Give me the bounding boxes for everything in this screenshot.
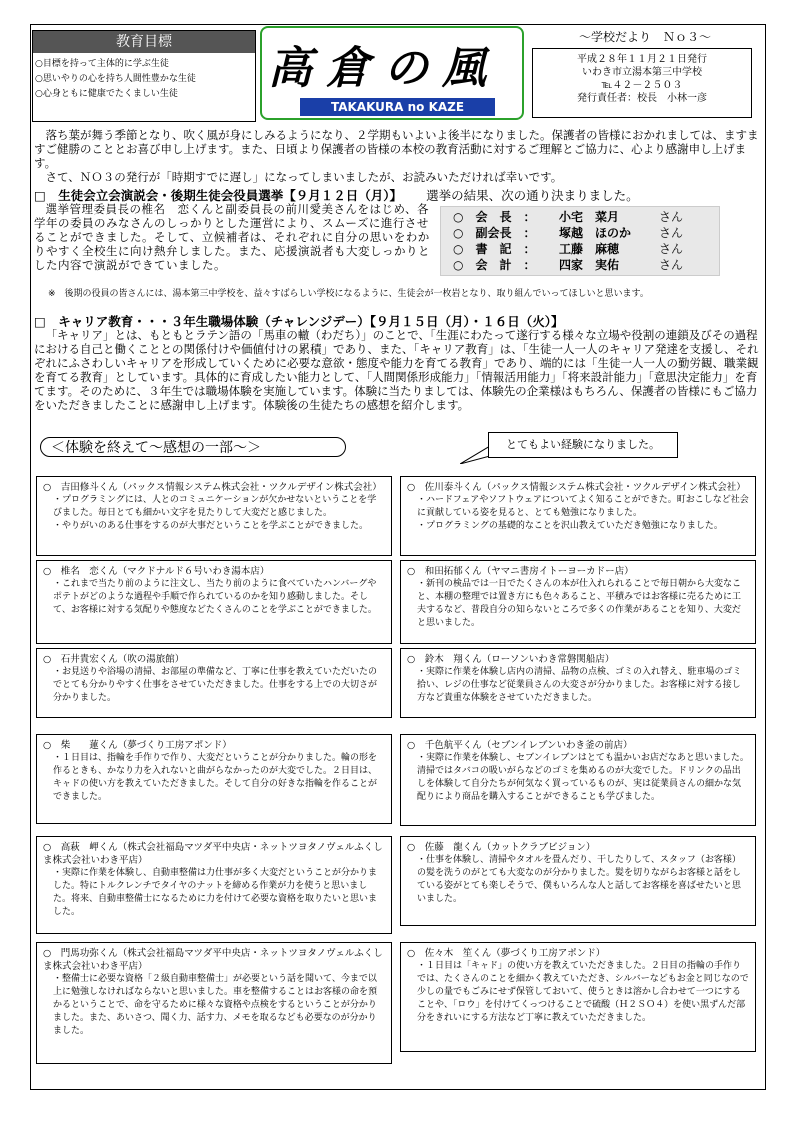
impression-card bbox=[36, 648, 392, 718]
impression-card bbox=[36, 836, 392, 934]
impression-card-title: ○ 和田拓郁くん（ヤマニ書房イトーヨーカドー店） bbox=[407, 566, 634, 577]
impression-card-line: ・新刊の検品では一日でたくさんの本が仕入れられることで毎日朝から大変なこと、本棚の整理では置き方にも色々あること、平積みではお客様に売るために工夫するなど、普段自分の知らないところで多くの作業があることを知り、大変だと思いました。 bbox=[417, 579, 742, 628]
impression-card bbox=[400, 942, 756, 1052]
impression-card-title: ○ 柴 蓮くん（夢づくり工房アポンド） bbox=[43, 740, 232, 751]
publisher: 発行責任者：校長 小林一彦 bbox=[577, 93, 707, 104]
education-goal-item: ○目標を持って主体的に学ぶ生徒 bbox=[35, 59, 169, 69]
impression-card-title: ○ 佐川泰斗くん（パックス情報システム株式会社・ツクルデザイン株式会社） bbox=[407, 482, 746, 493]
publish-date: 平成２８年１１月２１日発行 bbox=[577, 54, 707, 65]
impression-card bbox=[400, 734, 756, 826]
officer-row bbox=[441, 257, 719, 273]
section-heading-note: 選挙の結果、次の通り決まりました。 bbox=[426, 188, 639, 203]
officer-name: 四家 実佑 bbox=[559, 258, 620, 272]
impression-card-title: ○ 千色航平くん（セブンイレブンいわき釜の前店） bbox=[407, 740, 633, 751]
impression-card-title: ○ 鈴木 翔くん（ローソンいわき常磐関船店） bbox=[407, 654, 615, 665]
impression-card-line: ・プログラミングの基礎的なことを沢山教えていただき勉強になりました。 bbox=[417, 521, 723, 531]
impression-card-line: ・整備士に必要な資格「２級自動車整備士」が必要という話を聞いて、今まで以上に勉強しなければならないと思いました。車を整備することはお客様の命を預かるということで、命を守るために様々な資格や点検をするということが分かりました。また、あいさつ、聞く力、話す力、メモを取るなども必要なのが分かりました。 bbox=[53, 974, 378, 1036]
officer-name: 工藤 麻穂 bbox=[559, 242, 620, 256]
newsletter-title: 高倉の風 bbox=[268, 43, 500, 94]
officer-row bbox=[441, 241, 719, 257]
school-name: いわき市立湯本第三中学校 bbox=[582, 67, 702, 78]
impression-card bbox=[36, 734, 392, 824]
impression-card-line: ・実際に作業を体験し、自動車整備は力仕事が多く大変だということが分かりました。特にトルクレンチでタイヤのナットを締める作業が力を使うと思いました。将来、自動車整備士になるために力を付けて必要な資格を取りたいと思いました。 bbox=[53, 868, 378, 917]
officer-role: ○ 副会長 ： bbox=[453, 226, 536, 240]
officer-role: ○ 会 長 ： bbox=[453, 210, 536, 224]
speech-bubble: とてもよい経験になりました。 bbox=[488, 432, 678, 458]
newsletter-title-box bbox=[260, 26, 524, 120]
officer-row bbox=[441, 225, 719, 241]
masthead-box bbox=[532, 48, 752, 118]
impression-card bbox=[400, 476, 756, 556]
impression-card-line: ・１日目は「キャド」の使い方を教えていただきました。２日目の指輪の手作りでは、たくさんのことを細かく教えていただき、シルバーなどもお金と同じなので少しの量でもごみにせず保管しておいて、使うときは溶かし合わせて一つにすることや、「ロウ」を付けてくっつけることで硫酸（Ｈ２ＳＯ４）を使い黒ずんだ部分をきれいにする方法など丁寧に教えていただきました。 bbox=[417, 961, 749, 1023]
impression-card-line: ・実際に作業を体験し店内の清掃、品物の点検、ゴミの入れ替え、駐車場のゴミ拾い、レジの仕事など従業員さんの大変さが分かりました。お客様に対する接し方など貴重な体験をさせていただきました。 bbox=[417, 667, 742, 703]
impression-card-line: ・ハードフェアやソフトウェアについてよく知ることができた。町おこしなど社会に貢献している姿を見ると、とても勉強になりました。 bbox=[417, 495, 749, 518]
section-heading-career: □ キャリア教育・・・３年生職場体験（チャレンジデー）【９月１５日（月）・１６日（火）】 bbox=[34, 314, 564, 329]
impression-card-line: ・１日目は、指輪を手作りで作り、大変だということが分かりました。輪の形を作るときも、かなり力を入れないと曲がらなかったのが大変でした。２日目は、キャドの使い方を教えていただきました。そして自分の好きな指輪を作ることができました。 bbox=[53, 753, 378, 802]
officer-suffix: さん bbox=[659, 210, 684, 224]
issue-number: ～学校だより Ｎｏ３～ bbox=[578, 30, 711, 44]
impression-card-title: ○ 吉田修斗くん（パックス情報システム株式会社・ツクルデザイン株式会社） bbox=[43, 482, 382, 493]
impression-card-line: ・やりがいのある仕事をするのが大事だということを学ぶことができました。 bbox=[53, 521, 369, 531]
impression-card bbox=[36, 560, 392, 644]
officer-role: ○ 書 記 ： bbox=[453, 242, 536, 256]
impression-card-title: ○ 門馬功弥くん（株式会社福島マツダ平中央店・ネットツヨタノヴェルふくしま株式会社いわき平店） bbox=[43, 948, 383, 972]
officer-list bbox=[440, 206, 720, 276]
section-heading-text: □ 生徒会立会演説会・後期生徒会役員選挙【９月１２日（月）】 bbox=[34, 188, 403, 203]
officer-name: 小宅 菜月 bbox=[559, 210, 620, 224]
impressions-heading: ＜体験を終えて～感想の一部～＞ bbox=[40, 437, 346, 457]
education-goals-box bbox=[32, 30, 256, 122]
officer-role: ○ 会 計 ： bbox=[453, 258, 536, 272]
intro-paragraph-2: さて、ＮＯ３の発行が「時期すでに遅し」になってしまいましたが、お読みいただければ幸いです。 bbox=[45, 170, 563, 184]
election-paragraph: 選挙管理委員長の椎名 恋くんと副委員長の前川愛美さんをはじめ、各学年の委員のみなさんのしっかりとした運営により、スムーズに進行させることができました。そして、立候補者は、それぞれに自分の思いをわかりやすく全校生に向け熱弁しました。また、応援演説者も大変しっかりとした内容で演説ができていました。 bbox=[34, 202, 430, 272]
intro-paragraph: 落ち葉が舞う季節となり、吹く風が身にしみるようになり、２学期もいよいよ後半になりました。保護者の皆様におかれましては、ますますご健勝のこととお喜び申し上げます。また、日頃より保護者の皆様の本校の教育活動に対するご理解とご協力に、心より感謝申し上げます。 bbox=[34, 128, 759, 170]
education-goals-title: 教育目標 bbox=[33, 31, 255, 53]
officer-suffix: さん bbox=[659, 242, 684, 256]
officer-suffix: さん bbox=[659, 258, 684, 272]
impression-card-line: ・実際に作業を体験し、セブンイレブンはとても温かいお店だなあと思いました。清掃ではタバコの吸いがらなどのゴミを集めるのが大変でした。ドリンクの品出しを体験して自分たちが何気なく買っているものが、実は従業員さんの細かな気配りにより商品を購入することができることも学びました。 bbox=[417, 753, 749, 802]
officer-name: 塚越 ほのか bbox=[559, 226, 632, 240]
school-tel: ℡４２－２５０３ bbox=[601, 80, 683, 91]
impression-card-title: ○ 佐々木 笙くん（夢づくり工房アポンド） bbox=[407, 948, 606, 959]
impression-card-line: ・仕事を体験し、清掃やタオルを畳んだり、干したりして、スタッフ（お客様）の髪を洗うのがとても大変なのが分かりました。髪を切りながらお客様と話をしている姿がとても楽しそうで、僕もいろんな人と話してお客様を喜ばせたいと思いました。 bbox=[417, 855, 742, 904]
speech-bubble-tail bbox=[460, 446, 490, 464]
impression-card-line: ・これまで当たり前のように注文し、当たり前のように食べていたハンバーグやポテトがどのような過程や手順で作られているのかを知り感動しました。そして、お客様に対する気配りや態度などたくさんのことを学ぶことができました。 bbox=[53, 579, 377, 615]
career-paragraph: 「キャリア」とは、もともとラテン語の「馬車の轍（わだち）」のことで、「生涯にわたって遂行する様々な立場や役割の連鎖及びその過程における自己と働くこととの関係付けや価値付けの累積」であり、また、「キャリア教育」は、「生徒一人一人のキャリア発達を支援し、それぞれにふさわしいキャリアを形成していくために必要な意欲・態度や能力を育てる教育」であり、端的には「生徒一人一人の勤労観、職業観を育てる教育」としています。具体的に育成したい能力として、「人間関係形成能力」「情報活用能力」「将来設計能力」「意思決定能力」を育てます。そのために、３年生では職場体験を実施しています。体験に当たりましては、体験先の企業様はもちろん、保護者の皆様にもご協力をいただきましたことに感謝申し上げます。体験後の生徒たちの感想を紹介します。 bbox=[34, 328, 759, 412]
impression-card bbox=[36, 476, 392, 556]
impression-card bbox=[400, 648, 756, 718]
impression-card-title: ○ 椎名 恋くん（マクドナルド６号いわき湯本店） bbox=[43, 566, 270, 577]
impression-card-title: ○ 高萩 岬くん（株式会社福島マツダ平中央店・ネットツヨタノヴェルふくしま株式会社いわき平店） bbox=[43, 842, 383, 866]
election-footnote: ※ 後期の役員の皆さんには、湯本第三中学校を、益々すばらしい学校になるように、生徒会が一枚岩となり、取り組んでいってほしいと思います。 bbox=[48, 289, 649, 299]
newsletter-title-romaji: TAKAKURA no KAZE bbox=[300, 98, 495, 116]
impression-card bbox=[400, 560, 756, 644]
officer-row bbox=[441, 209, 719, 225]
impression-card bbox=[400, 836, 756, 926]
officer-suffix: さん bbox=[659, 226, 684, 240]
impression-card-line: ・プログラミングには、人とのコミュニケーションが欠かせないということを学びました。毎日とても細かい文字を見たりして大変だと感じました。 bbox=[53, 495, 377, 518]
education-goal-item: ○思いやりの心を持ち人間性豊かな生徒 bbox=[35, 74, 196, 84]
impression-card-line: ・お見送りや浴場の清掃、お部屋の準備など、丁寧に仕事を教えていただいたのでとても分かりやすく仕事をさせていただきました。仕事をする上での大切さが分かりました。 bbox=[53, 667, 378, 703]
impression-card-title: ○ 石井貴宏くん（吹の湯旅館） bbox=[43, 654, 185, 665]
education-goal-item: ○心身ともに健康でたくましい生徒 bbox=[35, 89, 178, 99]
impression-card bbox=[36, 942, 392, 1064]
impression-card-title: ○ 佐藤 龍くん（カットクラブビジョン） bbox=[407, 842, 596, 853]
